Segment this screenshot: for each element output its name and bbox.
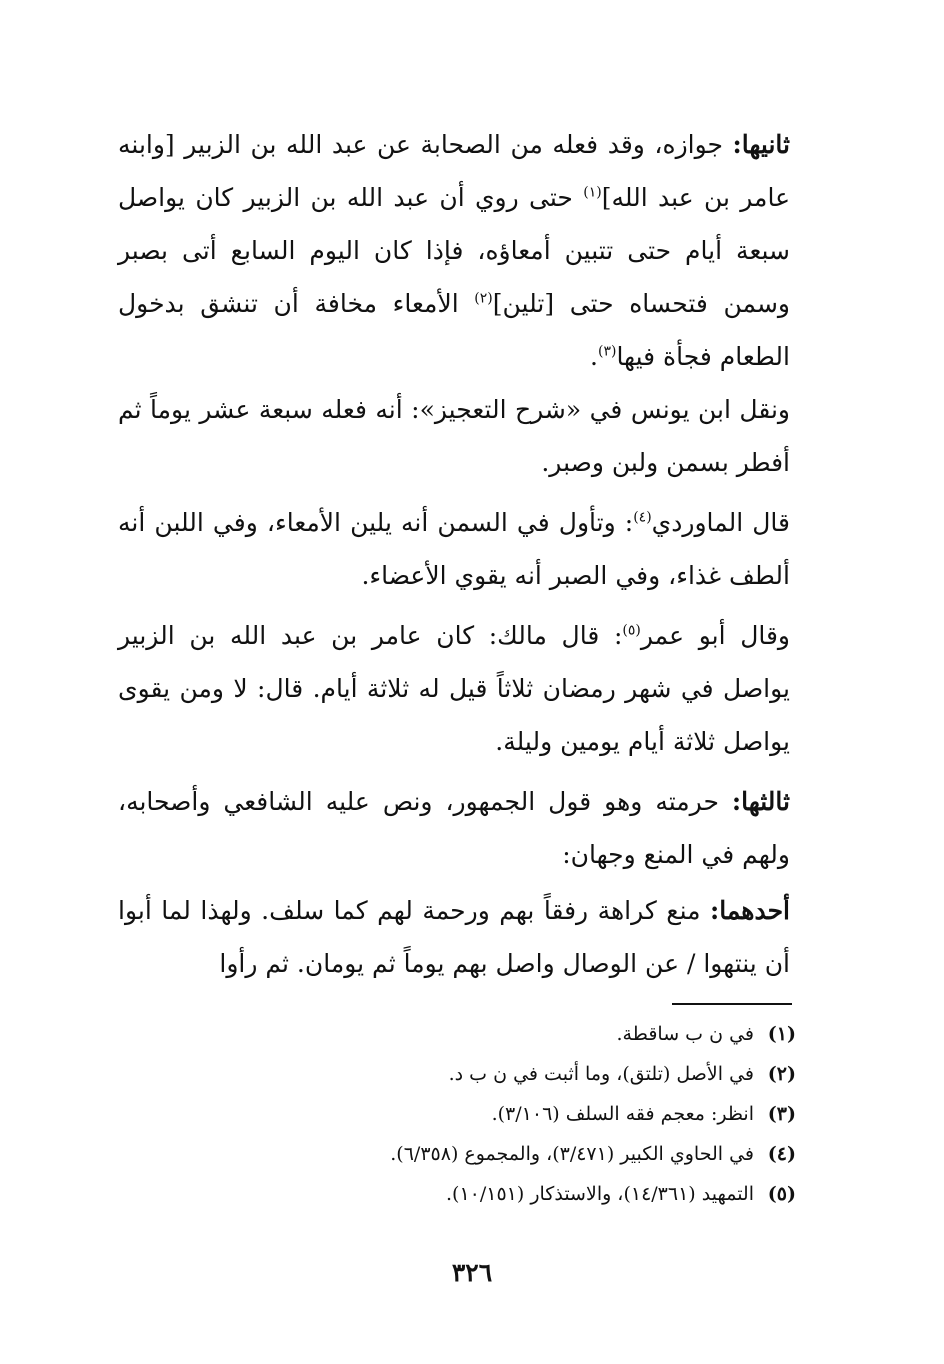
footnote-2 (200, 1054, 796, 1094)
footnote-text: في ن ب ساقطة. (616, 1023, 754, 1045)
footnote-ref-2[interactable]: (٢) (474, 290, 493, 307)
paragraph-6 (118, 884, 790, 990)
footnote-text: في الأصل (تلتق)، وما أثبت في ن ب د. (448, 1063, 754, 1085)
footnote-number: (٣) (767, 1103, 796, 1125)
paragraph-text: حتى روي أن عبد الله بن الزبير كان يواصل سبعة أيام حتى تتبين أمعاؤه، فإذا كان اليوم السابع أتى بصبر وسمن فتحساه حتى [تلين] (118, 183, 790, 318)
footnotes (200, 1014, 796, 1214)
footnote-number: (٢) (767, 1063, 796, 1085)
paragraph-text: قال الماوردي (651, 508, 790, 537)
footnote-5 (200, 1174, 796, 1214)
paragraph-lead: ثانيها: (732, 130, 790, 159)
paragraph-1 (118, 118, 790, 383)
paragraph-text: وقال أبو عمر (640, 621, 790, 650)
paragraph-3 (118, 496, 790, 602)
footnote-text: التمهيد (١٤/٣٦١)، والاستذكار (١٠/١٥١). (446, 1183, 754, 1205)
footnote-ref-1[interactable]: (١) (583, 184, 602, 201)
paragraph-text: جوازه، وقد فعله من الصحابة عن عبد الله بن الزبير [وابنه عامر بن عبد الله] (118, 130, 790, 212)
paragraph-text: . (590, 342, 598, 371)
paragraph-5 (118, 775, 790, 881)
footnote-ref-4[interactable]: (٤) (633, 509, 652, 526)
footnote-ref-3[interactable]: (٣) (597, 343, 617, 360)
paragraph-2 (118, 383, 790, 489)
footnote-text: انظر: معجم فقه السلف (٣/١٠٦). (491, 1103, 754, 1125)
footnote-4 (200, 1134, 796, 1174)
paragraph-lead: ثالثها: (731, 787, 790, 816)
paragraph-text: : وتأول في السمن أنه يلين الأمعاء، وفي اللبن أنه ألطف غذاء، وفي الصبر أنه يقوي الأعضاء. (118, 508, 790, 590)
page-number: ٣٢٦ (451, 1258, 493, 1287)
footnote-ref-5[interactable]: (٥) (622, 622, 641, 639)
paragraph-text: : قال مالك: كان عامر بن عبد الله بن الزبير يواصل في شهر رمضان ثلاثاً قيل له ثلاثة أيام. قال: لا ومن يقوى يواصل ثلاثة أيام يومين وليلة. (118, 621, 790, 756)
footnote-1 (200, 1014, 796, 1054)
footnote-number: (٥) (767, 1183, 796, 1205)
footnote-number: (٤) (767, 1143, 796, 1165)
paragraph-text: الأمعاء مخافة أن تنشق بدخول الطعام فجأة فيها (118, 289, 790, 371)
footnote-number: (١) (767, 1023, 796, 1045)
paragraph-lead: أحدهما: (709, 896, 790, 925)
footnote-text: في الحاوي الكبير (٣/٤٧١)، والمجموع (٦/٣٥٨). (390, 1143, 754, 1165)
footnote-3 (200, 1094, 796, 1134)
paragraph-text: ونقل ابن يونس في «شرح التعجيز»: أنه فعله سبعة عشر يوماً ثم أفطر بسمن ولبن وصبر. (118, 395, 790, 477)
footnote-separator (672, 1003, 792, 1005)
paragraph-4 (118, 609, 790, 768)
paragraph-text: حرمته وهو قول الجمهور، ونص عليه الشافعي وأصحابه، ولهم في المنع وجهان: (118, 787, 790, 869)
paragraph-text: منع كراهة رفقاً بهم ورحمة لهم كما سلف. ولهذا لما أبوا أن ينتهوا / عن الوصال واصل بهم يوماً ثم يومان. ثم رأوا (118, 896, 790, 978)
